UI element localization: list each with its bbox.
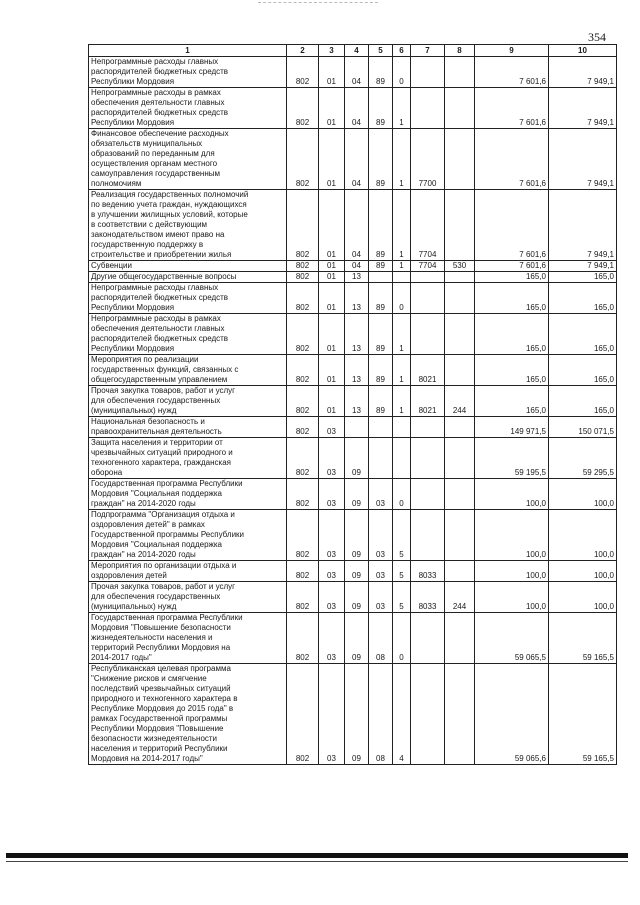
amount-2016-cell: 165,0 xyxy=(475,283,549,314)
section-cell: 01 xyxy=(319,272,345,283)
amount-2016-cell: 165,0 xyxy=(475,272,549,283)
row-name-cell: Финансовое обеспечение расходных обязательств муниципальных образований по переданным для осуществления органам местного самоуправления государственным полномочиям xyxy=(89,129,287,190)
article-cell xyxy=(411,510,445,561)
amount-2016-cell: 165,0 xyxy=(475,314,549,355)
section-cell: 01 xyxy=(319,283,345,314)
table-row xyxy=(89,664,617,765)
subsection-cell: 04 xyxy=(345,88,369,129)
subprogram-cell xyxy=(393,438,411,479)
subsection-cell: 04 xyxy=(345,190,369,261)
article-cell xyxy=(411,57,445,88)
amount-2017-cell: 7 949,1 xyxy=(549,57,617,88)
amount-2016-cell: 165,0 xyxy=(475,355,549,386)
column-header: 6 xyxy=(393,45,411,57)
subprogram-cell: 0 xyxy=(393,283,411,314)
amount-2016-cell: 100,0 xyxy=(475,561,549,582)
expense-type-cell xyxy=(445,129,475,190)
admin-code-cell: 802 xyxy=(287,479,319,510)
expense-type-cell xyxy=(445,417,475,438)
program-cell: 03 xyxy=(369,561,393,582)
admin-code-cell: 802 xyxy=(287,355,319,386)
program-cell: 89 xyxy=(369,261,393,272)
expense-type-cell xyxy=(445,190,475,261)
admin-code-cell: 802 xyxy=(287,283,319,314)
admin-code-cell: 802 xyxy=(287,417,319,438)
section-cell: 01 xyxy=(319,88,345,129)
admin-code-cell: 802 xyxy=(287,314,319,355)
section-cell: 03 xyxy=(319,582,345,613)
column-header: 5 xyxy=(369,45,393,57)
amount-2017-cell: 100,0 xyxy=(549,510,617,561)
amount-2016-cell: 7 601,6 xyxy=(475,261,549,272)
page-number: 354 xyxy=(588,30,606,44)
amount-2017-cell: 165,0 xyxy=(549,283,617,314)
section-cell: 01 xyxy=(319,190,345,261)
subprogram-cell: 1 xyxy=(393,355,411,386)
section-cell: 03 xyxy=(319,613,345,664)
amount-2017-cell: 165,0 xyxy=(549,314,617,355)
row-name-cell: Защита населения и территории от чрезвычайных ситуаций природного и техногенного характера, гражданская оборона xyxy=(89,438,287,479)
table-row xyxy=(89,88,617,129)
column-header: 10 xyxy=(549,45,617,57)
amount-2017-cell: 7 949,1 xyxy=(549,88,617,129)
table-row xyxy=(89,479,617,510)
program-cell: 03 xyxy=(369,479,393,510)
section-cell: 03 xyxy=(319,561,345,582)
subsection-cell: 13 xyxy=(345,386,369,417)
section-cell: 03 xyxy=(319,664,345,765)
expense-type-cell xyxy=(445,57,475,88)
bottom-rule-thin xyxy=(6,861,628,862)
article-cell xyxy=(411,314,445,355)
amount-2017-cell: 59 165,5 xyxy=(549,613,617,664)
column-header: 8 xyxy=(445,45,475,57)
admin-code-cell: 802 xyxy=(287,190,319,261)
table-row xyxy=(89,386,617,417)
admin-code-cell: 802 xyxy=(287,438,319,479)
column-header: 9 xyxy=(475,45,549,57)
amount-2016-cell: 59 065,6 xyxy=(475,664,549,765)
table-row xyxy=(89,582,617,613)
amount-2016-cell: 59 065,5 xyxy=(475,613,549,664)
budget-table xyxy=(88,44,617,765)
program-cell: 89 xyxy=(369,88,393,129)
admin-code-cell: 802 xyxy=(287,582,319,613)
table-row xyxy=(89,261,617,272)
subprogram-cell: 1 xyxy=(393,129,411,190)
article-cell: 7704 xyxy=(411,261,445,272)
expense-type-cell xyxy=(445,272,475,283)
row-name-cell: Мероприятия по организации отдыха и оздоровления детей xyxy=(89,561,287,582)
article-cell xyxy=(411,664,445,765)
table-row xyxy=(89,417,617,438)
article-cell: 7704 xyxy=(411,190,445,261)
article-cell xyxy=(411,479,445,510)
subsection-cell: 04 xyxy=(345,261,369,272)
row-name-cell: Прочая закупка товаров, работ и услуг для обеспечения государственных (муниципальных) нужд xyxy=(89,386,287,417)
program-cell xyxy=(369,438,393,479)
subprogram-cell: 1 xyxy=(393,386,411,417)
expense-type-cell xyxy=(445,438,475,479)
subsection-cell: 13 xyxy=(345,355,369,386)
program-cell: 03 xyxy=(369,582,393,613)
column-header: 4 xyxy=(345,45,369,57)
subprogram-cell: 0 xyxy=(393,57,411,88)
row-name-cell: Реализация государственных полномочий по ведению учета граждан, нуждающихся в улучшении жилищных условий, которые в соответствии с действующим законодательством имеют право на государственную поддержку в строительстве и приобретении жилья xyxy=(89,190,287,261)
subprogram-cell: 0 xyxy=(393,479,411,510)
table-row xyxy=(89,355,617,386)
amount-2017-cell: 59 165,5 xyxy=(549,664,617,765)
program-cell: 89 xyxy=(369,283,393,314)
amount-2016-cell: 165,0 xyxy=(475,386,549,417)
expense-type-cell xyxy=(445,88,475,129)
article-cell: 8021 xyxy=(411,355,445,386)
subprogram-cell: 4 xyxy=(393,664,411,765)
row-name-cell: Государственная программа Республики Мордовия "Повышение безопасности жизнедеятельности населения и территорий Республики Мордовия на 2014-2017 годы" xyxy=(89,613,287,664)
admin-code-cell: 802 xyxy=(287,664,319,765)
column-header: 3 xyxy=(319,45,345,57)
subsection-cell: 13 xyxy=(345,283,369,314)
amount-2017-cell: 7 949,1 xyxy=(549,261,617,272)
subprogram-cell: 5 xyxy=(393,510,411,561)
program-cell: 03 xyxy=(369,510,393,561)
amount-2016-cell: 100,0 xyxy=(475,510,549,561)
expense-type-cell xyxy=(445,561,475,582)
row-name-cell: Другие общегосударственные вопросы xyxy=(89,272,287,283)
expense-type-cell: 530 xyxy=(445,261,475,272)
row-name-cell: Мероприятия по реализации государственных функций, связанных с общегосударственным управлением xyxy=(89,355,287,386)
expense-type-cell xyxy=(445,479,475,510)
row-name-cell: Непрограммные расходы в рамках обеспечения деятельности главных распорядителей бюджетных средств Республики Мордовия xyxy=(89,314,287,355)
program-cell: 89 xyxy=(369,355,393,386)
amount-2016-cell: 7 601,6 xyxy=(475,129,549,190)
column-header: 2 xyxy=(287,45,319,57)
expense-type-cell xyxy=(445,510,475,561)
article-cell: 7700 xyxy=(411,129,445,190)
table-row xyxy=(89,283,617,314)
amount-2016-cell: 59 195,5 xyxy=(475,438,549,479)
admin-code-cell: 802 xyxy=(287,57,319,88)
program-cell xyxy=(369,417,393,438)
amount-2017-cell: 7 949,1 xyxy=(549,129,617,190)
section-cell: 03 xyxy=(319,479,345,510)
table-row xyxy=(89,613,617,664)
subsection-cell: 09 xyxy=(345,438,369,479)
admin-code-cell: 802 xyxy=(287,88,319,129)
amount-2016-cell: 7 601,6 xyxy=(475,88,549,129)
article-cell xyxy=(411,272,445,283)
article-cell xyxy=(411,417,445,438)
scan-top-mark xyxy=(258,2,378,4)
amount-2017-cell: 165,0 xyxy=(549,386,617,417)
subprogram-cell: 1 xyxy=(393,88,411,129)
row-name-cell: Непрограммные расходы в рамках обеспечения деятельности главных распорядителей бюджетных средств Республики Мордовия xyxy=(89,88,287,129)
expense-type-cell xyxy=(445,314,475,355)
row-name-cell: Подпрограмма "Организация отдыха и оздоровления детей" в рамках Государственной программы Республики Мордовия "Социальная поддержка граждан" на 2014-2020 годы xyxy=(89,510,287,561)
bottom-rule xyxy=(6,853,628,858)
section-cell: 01 xyxy=(319,314,345,355)
row-name-cell: Субвенции xyxy=(89,261,287,272)
subsection-cell: 09 xyxy=(345,582,369,613)
admin-code-cell: 802 xyxy=(287,613,319,664)
program-cell: 89 xyxy=(369,386,393,417)
row-name-cell: Непрограммные расходы главных распорядителей бюджетных средств Республики Мордовия xyxy=(89,57,287,88)
subsection-cell: 09 xyxy=(345,613,369,664)
subsection-cell: 09 xyxy=(345,664,369,765)
amount-2017-cell: 165,0 xyxy=(549,272,617,283)
article-cell xyxy=(411,88,445,129)
amount-2016-cell: 100,0 xyxy=(475,582,549,613)
article-cell: 8033 xyxy=(411,582,445,613)
article-cell xyxy=(411,283,445,314)
subsection-cell: 04 xyxy=(345,57,369,88)
amount-2017-cell: 150 071,5 xyxy=(549,417,617,438)
amount-2016-cell: 7 601,6 xyxy=(475,57,549,88)
column-header: 1 xyxy=(89,45,287,57)
program-cell: 89 xyxy=(369,129,393,190)
program-cell: 08 xyxy=(369,664,393,765)
row-name-cell: Национальная безопасность и правоохранительная деятельность xyxy=(89,417,287,438)
section-cell: 01 xyxy=(319,129,345,190)
article-cell: 8033 xyxy=(411,561,445,582)
section-cell: 03 xyxy=(319,510,345,561)
expense-type-cell: 244 xyxy=(445,386,475,417)
admin-code-cell: 802 xyxy=(287,510,319,561)
table-row xyxy=(89,129,617,190)
row-name-cell: Государственная программа Республики Мордовия "Социальная поддержка граждан" на 2014-2020 годы xyxy=(89,479,287,510)
subsection-cell xyxy=(345,417,369,438)
subprogram-cell: 5 xyxy=(393,582,411,613)
amount-2016-cell: 100,0 xyxy=(475,479,549,510)
article-cell xyxy=(411,438,445,479)
table-row xyxy=(89,438,617,479)
section-cell: 01 xyxy=(319,386,345,417)
program-cell: 89 xyxy=(369,57,393,88)
table-row xyxy=(89,190,617,261)
section-cell: 03 xyxy=(319,438,345,479)
column-header: 7 xyxy=(411,45,445,57)
expense-type-cell xyxy=(445,283,475,314)
section-cell: 03 xyxy=(319,417,345,438)
expense-type-cell: 244 xyxy=(445,582,475,613)
subprogram-cell xyxy=(393,272,411,283)
admin-code-cell: 802 xyxy=(287,386,319,417)
article-cell: 8021 xyxy=(411,386,445,417)
program-cell: 08 xyxy=(369,613,393,664)
amount-2017-cell: 100,0 xyxy=(549,561,617,582)
amount-2017-cell: 59 295,5 xyxy=(549,438,617,479)
table-row xyxy=(89,272,617,283)
section-cell: 01 xyxy=(319,355,345,386)
admin-code-cell: 802 xyxy=(287,561,319,582)
subsection-cell: 04 xyxy=(345,129,369,190)
amount-2017-cell: 100,0 xyxy=(549,582,617,613)
row-name-cell: Прочая закупка товаров, работ и услуг для обеспечения государственных (муниципальных) нужд xyxy=(89,582,287,613)
program-cell: 89 xyxy=(369,314,393,355)
program-cell: 89 xyxy=(369,190,393,261)
program-cell xyxy=(369,272,393,283)
table-row xyxy=(89,314,617,355)
section-cell: 01 xyxy=(319,57,345,88)
amount-2017-cell: 100,0 xyxy=(549,479,617,510)
subprogram-cell: 5 xyxy=(393,561,411,582)
subsection-cell: 09 xyxy=(345,561,369,582)
expense-type-cell xyxy=(445,613,475,664)
amount-2017-cell: 7 949,1 xyxy=(549,190,617,261)
amount-2016-cell: 149 971,5 xyxy=(475,417,549,438)
amount-2017-cell: 165,0 xyxy=(549,355,617,386)
admin-code-cell: 802 xyxy=(287,261,319,272)
subprogram-cell: 1 xyxy=(393,314,411,355)
article-cell xyxy=(411,613,445,664)
subprogram-cell: 0 xyxy=(393,613,411,664)
subprogram-cell: 1 xyxy=(393,261,411,272)
amount-2016-cell: 7 601,6 xyxy=(475,190,549,261)
subsection-cell: 09 xyxy=(345,479,369,510)
expense-type-cell xyxy=(445,664,475,765)
expense-type-cell xyxy=(445,355,475,386)
table-header-row xyxy=(89,45,617,57)
admin-code-cell: 802 xyxy=(287,272,319,283)
subprogram-cell: 1 xyxy=(393,190,411,261)
table-row xyxy=(89,561,617,582)
subsection-cell: 09 xyxy=(345,510,369,561)
subsection-cell: 13 xyxy=(345,314,369,355)
subsection-cell: 13 xyxy=(345,272,369,283)
section-cell: 01 xyxy=(319,261,345,272)
table-row xyxy=(89,510,617,561)
subprogram-cell xyxy=(393,417,411,438)
admin-code-cell: 802 xyxy=(287,129,319,190)
row-name-cell: Непрограммные расходы главных распорядителей бюджетных средств Республики Мордовия xyxy=(89,283,287,314)
row-name-cell: Республиканская целевая программа "Снижение рисков и смягчение последствий чрезвычайных ситуаций природного и техногенного характера в Республике Мордовия до 2015 года" в рамках Государственной программы Республики Мордовия "Повышение безопасности жизнедеятельности населения и территорий Республики Мордовия на 2014-2017 годы" xyxy=(89,664,287,765)
table-row xyxy=(89,57,617,88)
